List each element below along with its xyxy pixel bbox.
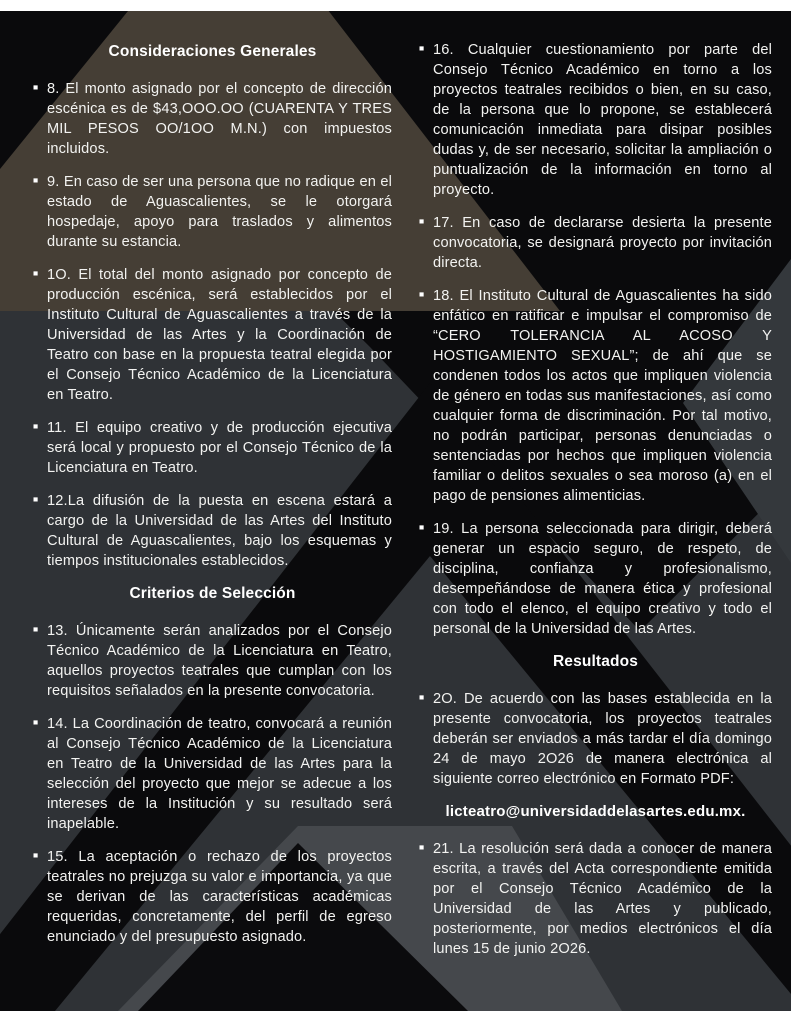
list-item-21 <box>419 839 772 959</box>
bullet-square-icon: ■ <box>419 289 425 299</box>
right-column <box>419 40 772 972</box>
bullet-square-icon: ■ <box>419 842 425 852</box>
list-item-14 <box>33 714 392 834</box>
list-item-8 <box>33 79 392 159</box>
list-item-11 <box>33 418 392 478</box>
list-item-text: 21. La resolución será dada a conocer de manera escrita, a través del Acta correspondiente emitida por el Consejo Técnico Académico de la Universidad de las Artes y publicado, posteriormente, por medios electrónicos el día lunes 15 de junio 2O26. <box>433 841 772 957</box>
section-heading-resultados: Resultados <box>552 653 639 670</box>
bullet-square-icon: ■ <box>33 175 39 185</box>
bullet-square-icon: ■ <box>33 421 39 431</box>
list-item-17 <box>419 213 772 273</box>
list-item-text: 18. El Instituto Cultural de Aguascalientes ha sido enfático en ratificar e impulsar el compromiso de “CERO TOLERANCIA AL ACOSO Y HOSTIGAMIENTO SEXUAL”; de ahí que se condenen todos los actos que impliquen violencia de género en todas sus manifestaciones, así como cualquier forma de discriminación. Por tal motivo, no podrán participar, personas denunciadas o sentenciadas por hechos que impliquen violencia familiar o delitos sexuales o sea moroso (a) en el pago de pensiones alimenticias. <box>433 288 772 504</box>
list-item-text: 11. El equipo creativo y de producción ejecutiva será local y propuesto por el Consejo Técnico de la Licenciatura en Teatro. <box>47 420 392 476</box>
list-item-9 <box>33 172 392 252</box>
bullet-square-icon: ■ <box>419 692 425 702</box>
list-item-20 <box>419 689 772 789</box>
list-item-19 <box>419 519 772 639</box>
list-item-18 <box>419 286 772 506</box>
bullet-square-icon: ■ <box>33 624 39 634</box>
list-item-text: 13. Únicamente serán analizados por el Consejo Técnico Académico de la Licenciatura en Teatro, aquellos proyectos teatrales que cumplan con los requisitos señalados en la presente convocatoria. <box>47 623 392 699</box>
bullet-square-icon: ■ <box>33 717 39 727</box>
list-item-10 <box>33 265 392 405</box>
section-heading-criterios-de-seleccion: Criterios de Selección <box>129 585 296 602</box>
section-heading-consideraciones-generales: Consideraciones Generales <box>108 43 317 60</box>
list-item-text: 17. En caso de declararse desierta la presente convocatoria, se designará proyecto por invitación directa. <box>433 215 772 271</box>
bullet-square-icon: ■ <box>33 494 39 504</box>
list-item-text: 15. La aceptación o rechazo de los proyectos teatrales no prejuzga su valor e importancia, ya que se derivan de las características académicas requeridas, concretamente, del perfil de egreso enunciado y del presupuesto asignado. <box>47 849 392 945</box>
list-item-16 <box>419 40 772 200</box>
list-item-text: 12.La difusión de la puesta en escena estará a cargo de la Universidad de las Artes del Instituto Cultural de Aguascalientes, bajo los esquemas y tiempos institucionales establecidos. <box>47 493 392 569</box>
email-address: licteatro@universidaddelasartes.edu.mx. <box>445 803 746 820</box>
list-item-text: 2O. De acuerdo con las bases establecida en la presente convocatoria, los proyectos teatrales deberán ser enviados a más tardar el día domingo 24 de mayo 2O26 de manera electrónica al siguiente correo electrónico en Formato PDF: <box>433 691 772 787</box>
list-item-12 <box>33 491 392 571</box>
list-item-13 <box>33 621 392 701</box>
list-item-15 <box>33 847 392 947</box>
bullet-square-icon: ■ <box>419 522 425 532</box>
bullet-square-icon: ■ <box>33 268 39 278</box>
bullet-square-icon: ■ <box>419 216 425 226</box>
list-item-text: 14. La Coordinación de teatro, convocará a reunión al Consejo Técnico Académico de la Licenciatura en Teatro de la Universidad de las Artes para la selección del proyecto que mejor se adecue a los intereses de la Institución y su resultado será inapelable. <box>47 716 392 832</box>
list-item-text: 8. El monto asignado por el concepto de dirección escénica es de $43,OOO.OO (CUARENTA Y TRES MIL PESOS OO/1OO M.N.) con impuestos incluidos. <box>47 81 392 157</box>
bullet-square-icon: ■ <box>419 43 425 53</box>
list-item-text: 16. Cualquier cuestionamiento por parte del Consejo Técnico Académico en torno a los proyectos teatrales recibidos o bien, en su caso, de la persona que lo propone, se establecerá comunicación inmediata para disipar posibles dudas y, de ser necesario, solicitar la ampliación o puntualización de la información en torno al proyecto. <box>433 42 772 198</box>
list-item-text: 1O. El total del monto asignado por concepto de producción escénica, será establecidos por el Instituto Cultural de Aguascalientes a través de la Universidad de las Artes y la Coordinación de Teatro con base en la propuesta teatral elegida por el Consejo Técnico Académico de la Licenciatura en Teatro. <box>47 267 392 403</box>
bullet-square-icon: ■ <box>33 82 39 92</box>
list-item-text: 19. La persona seleccionada para dirigir, deberá generar un espacio seguro, de respeto, de disciplina, confianza y profesionalismo, desempeñándose de manera ética y profesional con todo el elenco, el equipo creativo y todo el personal de la Universidad de las Artes. <box>433 521 772 637</box>
bullet-square-icon: ■ <box>33 850 39 860</box>
list-item-text: 9. En caso de ser una persona que no radique en el estado de Aguascalientes, se le otorgará hospedaje, apoyo para traslados y alimentos durante su estancia. <box>47 174 392 250</box>
left-column <box>33 40 392 960</box>
